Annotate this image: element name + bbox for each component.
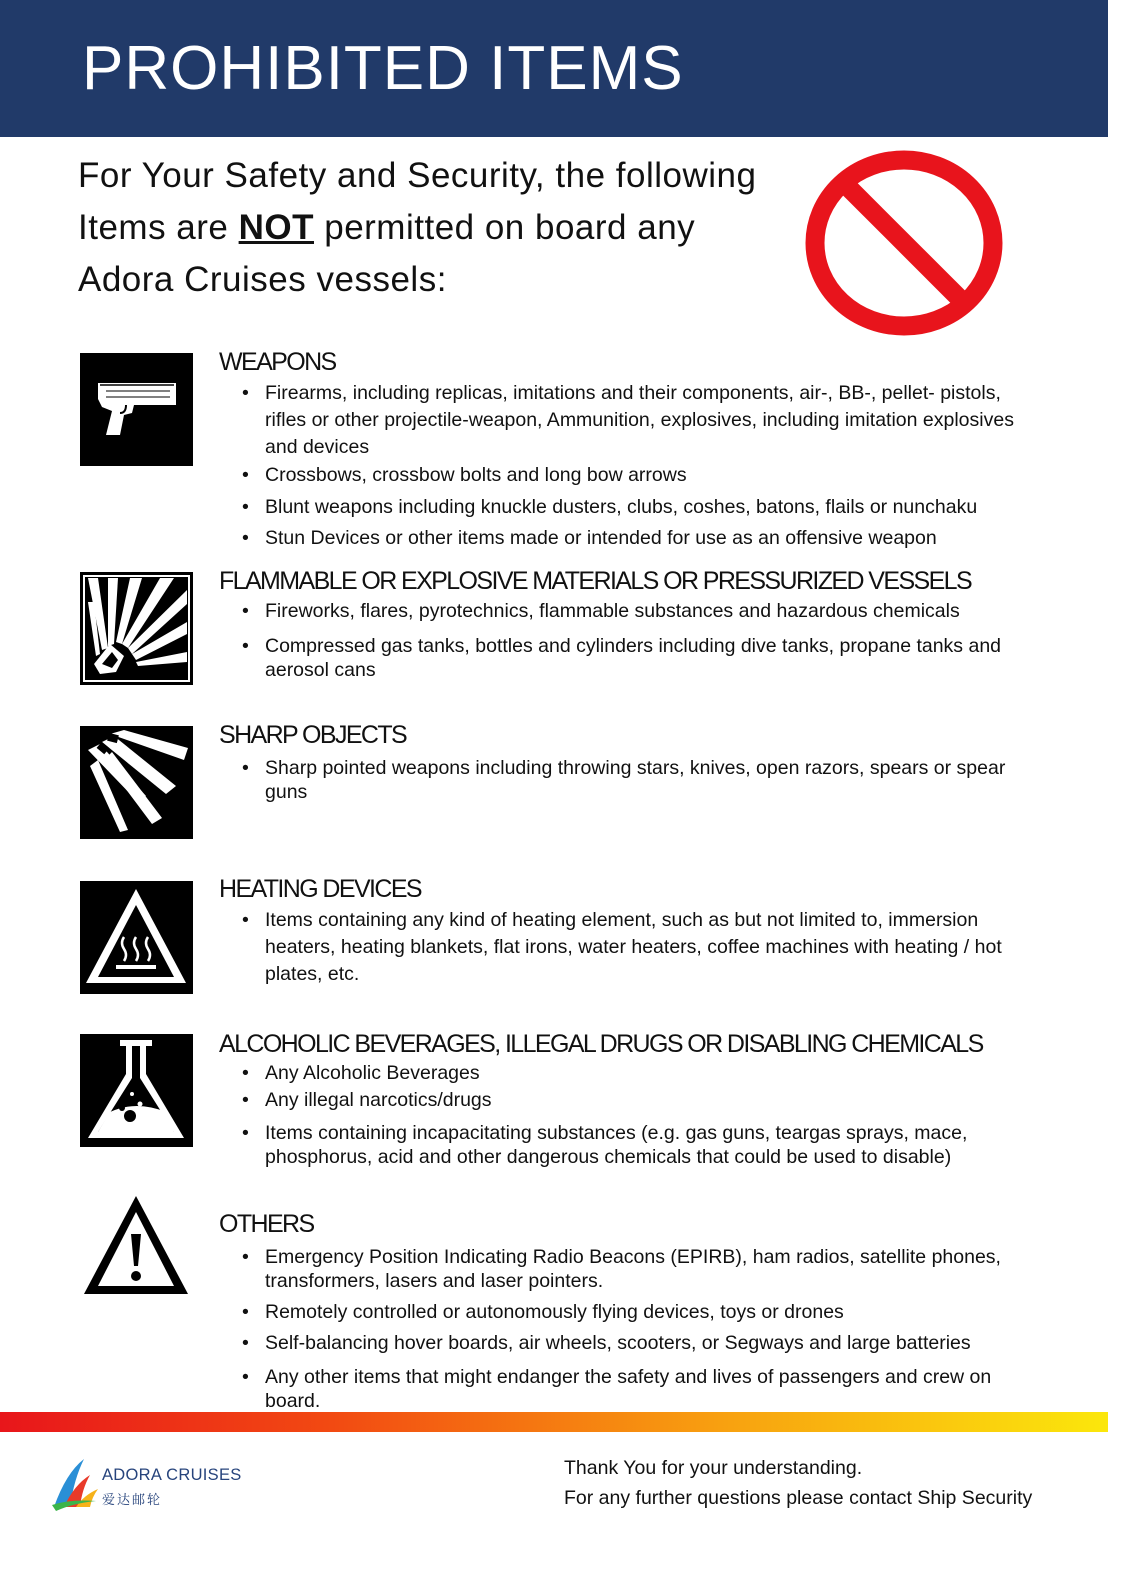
explosive-icon xyxy=(80,572,193,685)
gradient-divider xyxy=(0,1412,1108,1432)
list-item: • Stun Devices or other items made or intended for use as an offensive weapon xyxy=(240,525,1028,552)
prohibited-sign-icon xyxy=(803,148,1005,338)
intro-line-2 xyxy=(78,202,798,254)
list-item: • Any Alcoholic Beverages xyxy=(240,1061,1028,1085)
chemical-flask-icon xyxy=(80,1034,193,1147)
brand-name-en: ADORA CRUISES xyxy=(102,1466,242,1484)
section-title-sharp: SHARP OBJECTS xyxy=(219,721,407,749)
flammable-list xyxy=(240,599,1028,682)
list-item: • Items containing incapacitating substances (e.g. gas guns, teargas sprays, mace, phosphorus, acid and other dangerous chemicals that could be used to disable) xyxy=(240,1121,1028,1169)
not-emphasis: NOT xyxy=(238,208,314,247)
weapons-list xyxy=(240,380,1028,552)
intro-line-1: For Your Safety and Security, the following xyxy=(78,156,757,195)
warning-exclamation-icon xyxy=(80,1190,193,1303)
list-item: • Compressed gas tanks, bottles and cylinders including dive tanks, propane tanks and aerosol cans xyxy=(240,634,1028,682)
thanks-line-1: Thank You for your understanding. xyxy=(564,1457,863,1479)
page-title: PROHIBITED ITEMS xyxy=(82,34,684,103)
header-banner xyxy=(0,0,1108,137)
alcohol-list xyxy=(240,1061,1028,1169)
section-title-heating: HEATING DEVICES xyxy=(219,875,421,903)
section-title-alcohol: ALCOHOLIC BEVERAGES, ILLEGAL DRUGS OR DISABLING CHEMICALS xyxy=(219,1030,983,1058)
intro-text xyxy=(78,150,798,306)
list-item: • Items containing any kind of heating element, such as but not limited to, immersion heaters, heating blankets, flat irons, water heaters, coffee machines with heating / hot plates, etc. xyxy=(240,907,1028,988)
adora-logo-icon xyxy=(50,1455,110,1511)
pistol-icon xyxy=(80,353,193,466)
list-item: • Sharp pointed weapons including throwing stars, knives, open razors, spears or spear guns xyxy=(240,756,1028,804)
intro-line-3: Adora Cruises vessels: xyxy=(78,260,447,299)
intro-line-2-post: permitted on board any xyxy=(314,208,696,247)
section-title-weapons: WEAPONS xyxy=(219,348,336,376)
brand-name-cn: 爱达邮轮 xyxy=(102,1492,163,1507)
list-item: • Fireworks, flares, pyrotechnics, flammable substances and hazardous chemicals xyxy=(240,599,1028,623)
section-title-others: OTHERS xyxy=(219,1210,314,1238)
list-item: • Self-balancing hover boards, air wheels, scooters, or Segways and large batteries xyxy=(240,1331,1028,1355)
sharp-list xyxy=(240,756,1028,804)
section-title-flammable: FLAMMABLE OR EXPLOSIVE MATERIALS OR PRESSURIZED VESSELS xyxy=(219,567,972,595)
list-item: • Emergency Position Indicating Radio Beacons (EPIRB), ham radios, satellite phones, transformers, lasers and laser pointers. xyxy=(240,1245,1028,1293)
list-item: • Remotely controlled or autonomously flying devices, toys or drones xyxy=(240,1300,1028,1324)
list-item: • Blunt weapons including knuckle dusters, clubs, coshes, batons, flails or nunchaku xyxy=(240,494,1028,521)
intro-line-2-pre: Items are xyxy=(78,208,239,247)
list-item: • Any illegal narcotics/drugs xyxy=(240,1088,1028,1112)
heating-list xyxy=(240,907,1028,988)
list-item: • Firearms, including replicas, imitations and their components, air-, BB-, pellet- pistols, rifles or other projectile-weapon, Ammunition, explosives, including imitation explosives and devices xyxy=(240,380,1028,461)
list-item: • Crossbows, crossbow bolts and long bow arrows xyxy=(240,462,1028,489)
list-item: • Any other items that might endanger the safety and lives of passengers and crew on board. xyxy=(240,1365,1028,1413)
hot-surface-warning-icon xyxy=(80,881,193,994)
knives-icon xyxy=(80,726,193,839)
thank-you-note xyxy=(564,1453,1032,1513)
others-list xyxy=(240,1245,1028,1413)
thanks-line-2: For any further questions please contact Ship Security xyxy=(564,1487,1033,1509)
